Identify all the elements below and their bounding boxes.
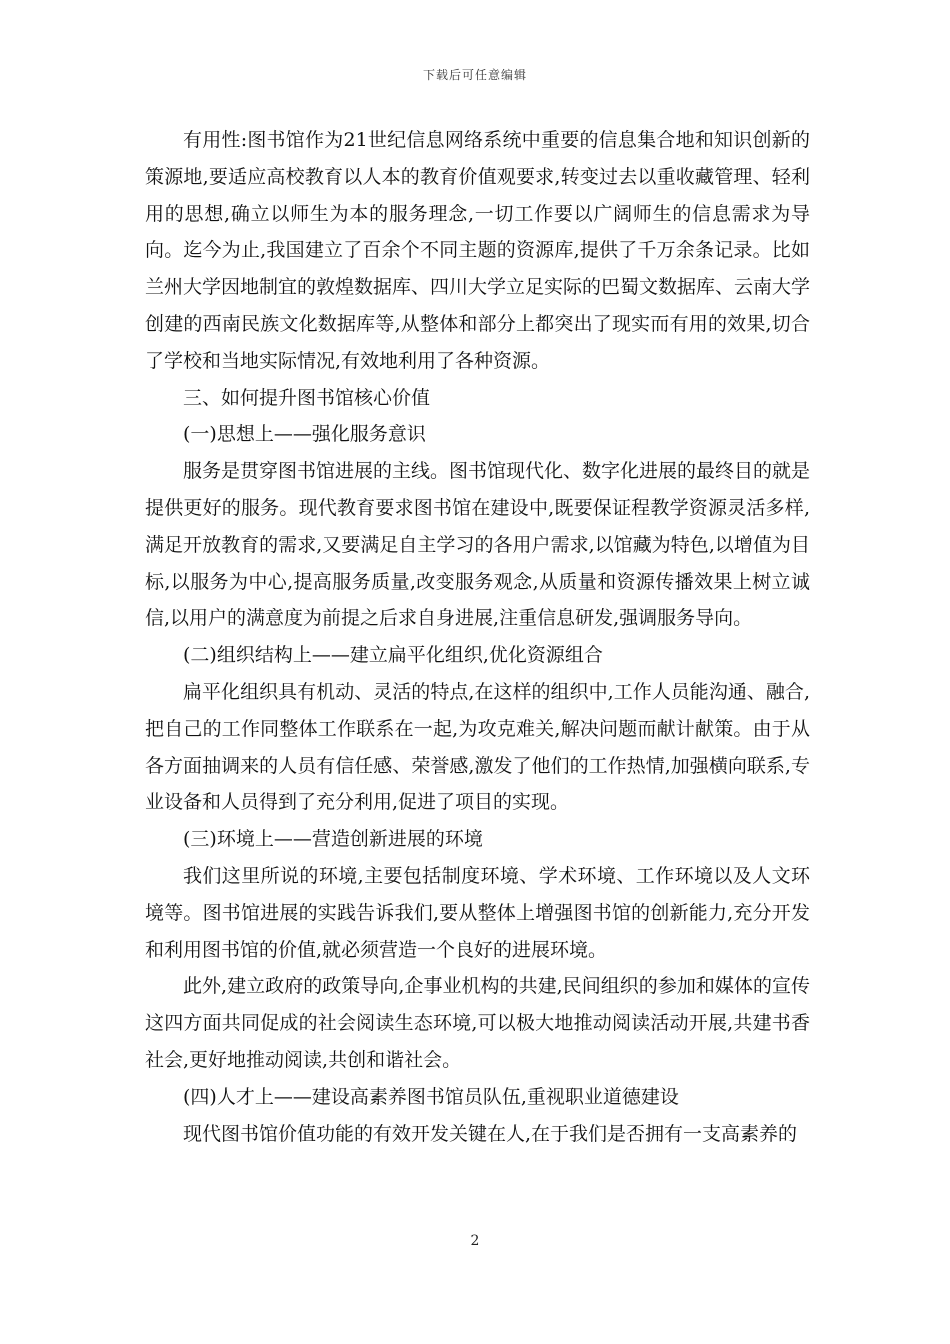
page-header: 下载后可任意编辑 <box>422 68 527 82</box>
subheading-3: (三)环境上——营造创新进展的环境 <box>183 828 483 851</box>
page-number: 2 <box>470 1233 480 1249</box>
paragraph-social-reading: 此外,建立政府的政策导向,企事业机构的共建,民间组织的参加和媒体的宣传这四方面共同促成的社会阅读生态环境,可以极大地推动阅读活动开展,共建书香社会,更好地推动阅读,共创和谐社会。 <box>145 975 810 1071</box>
subheading-2: (二)组织结构上——建立扁平化组织,优化资源组合 <box>183 644 603 667</box>
paragraph-talent: 现代图书馆价值功能的有效开发关键在人,在于我们是否拥有一支高素养的 <box>183 1122 798 1145</box>
document-body <box>145 122 810 1152</box>
paragraph-usefulness: 有用性:图书馆作为21世纪信息网络系统中重要的信息集合地和知识创新的策源地,要适应高校教育以人本的教育价值观要求,转变过去以重收藏管理、轻利用的思想,确立以师生为本的服务理念,一切工作要以广阔师生的信息需求为导向。迄今为止,我国建立了百余个不同主题的资源库,提供了千万余条记录。比如兰州大学因地制宜的敦煌数据库、四川大学立足实际的巴蜀文数据库、云南大学创建的西南民族文化数据库等,从整体和部分上都突出了现实而有用的效果,切合了学校和当地实际情况,有效地利用了各种资源。 <box>145 129 811 372</box>
section-heading-3: 三、如何提升图书馆核心价值 <box>183 386 431 409</box>
paragraph-flat-organization: 扁平化组织具有机动、灵活的特点,在这样的组织中,工作人员能沟通、融合,把自己的工作同整体工作联系在一起,为攻克难关,解决问题而献计献策。由于从各方面抽调来的人员有信任感、荣誉感,激发了他们的工作热情,加强横向联系,专业设备和人员得到了充分利用,促进了项目的实现。 <box>145 680 810 814</box>
paragraph-service: 服务是贯穿图书馆进展的主线。图书馆现代化、数字化进展的最终目的就是提供更好的服务。现代教育要求图书馆在建设中,既要保证程教学资源灵活多样,满足开放教育的需求,又要满足自主学习的各用户需求,以馆藏为特色,以增值为目标,以服务为中心,提高服务质量,改变服务观念,从质量和资源传播效果上树立诚信,以用户的满意度为前提之后求自身进展,注重信息研发,强调服务导向。 <box>145 460 811 630</box>
paragraph-environment: 我们这里所说的环境,主要包括制度环境、学术环境、工作环境以及人文环境等。图书馆进展的实践告诉我们,要从整体上增强图书馆的创新能力,充分开发和利用图书馆的价值,就必须营造一个良好的进展环境。 <box>145 864 810 961</box>
subheading-1: (一)思想上——强化服务意识 <box>183 423 426 446</box>
subheading-4: (四)人才上——建设高素养图书馆员队伍,重视职业道德建设 <box>183 1085 679 1108</box>
